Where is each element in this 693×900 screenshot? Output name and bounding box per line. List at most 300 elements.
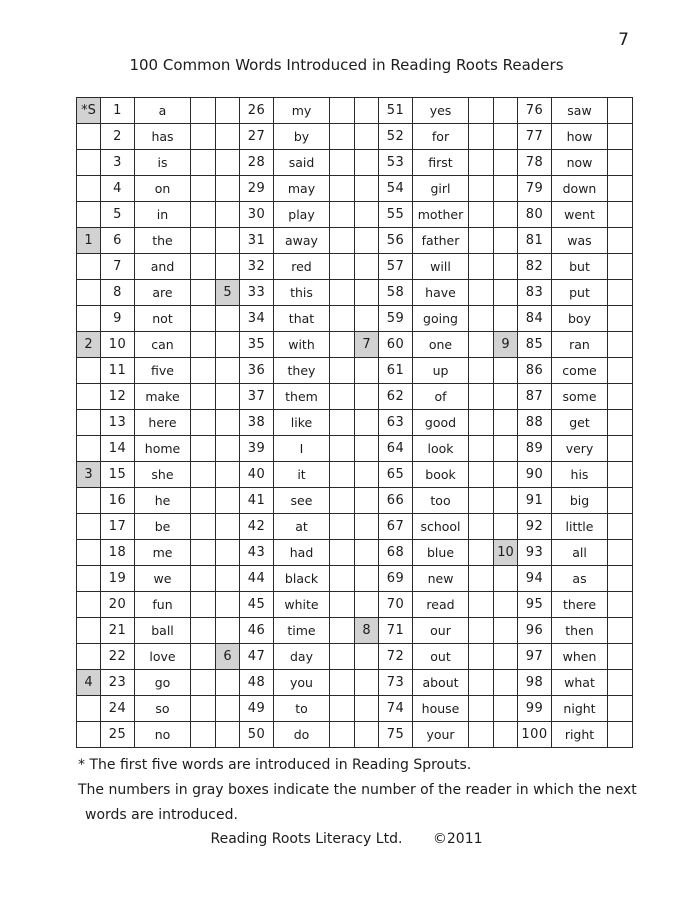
spacer-cell: [608, 150, 633, 176]
word-cell: here: [135, 410, 191, 436]
word-cell: go: [135, 670, 191, 696]
word-cell: what: [552, 670, 608, 696]
word-cell: his: [552, 462, 608, 488]
word-number-cell: 4: [101, 176, 135, 202]
word-cell: father: [413, 228, 469, 254]
word-number-cell: 55: [379, 202, 413, 228]
word-number-cell: 37: [240, 384, 274, 410]
reader-marker-cell: [216, 722, 240, 748]
word-cell: they: [274, 358, 330, 384]
reader-marker-cell: [77, 150, 101, 176]
word-cell: in: [135, 202, 191, 228]
spacer-cell: [608, 332, 633, 358]
reader-marker-cell: [77, 384, 101, 410]
reader-marker-cell: [77, 202, 101, 228]
word-cell: very: [552, 436, 608, 462]
spacer-cell: [330, 722, 355, 748]
word-number-cell: 98: [518, 670, 552, 696]
word-cell: our: [413, 618, 469, 644]
spacer-cell: [191, 696, 216, 722]
spacer-cell: [608, 488, 633, 514]
reader-marker-cell: [355, 514, 379, 540]
spacer-cell: [608, 566, 633, 592]
word-cell: going: [413, 306, 469, 332]
reader-marker-cell: [216, 670, 240, 696]
word-number-cell: 50: [240, 722, 274, 748]
publisher-name: Reading Roots Literacy Ltd.: [210, 831, 403, 847]
reader-marker-cell: 9: [494, 332, 518, 358]
word-number-cell: 36: [240, 358, 274, 384]
reader-marker-cell: 7: [355, 332, 379, 358]
reader-marker-cell: [216, 202, 240, 228]
word-number-cell: 14: [101, 436, 135, 462]
reader-marker-cell: 8: [355, 618, 379, 644]
spacer-cell: [330, 150, 355, 176]
spacer-cell: [330, 176, 355, 202]
reader-marker-cell: [355, 228, 379, 254]
reader-marker-cell: [216, 124, 240, 150]
word-cell: new: [413, 566, 469, 592]
word-cell: can: [135, 332, 191, 358]
word-cell: ran: [552, 332, 608, 358]
reader-marker-cell: [216, 254, 240, 280]
word-cell: will: [413, 254, 469, 280]
word-cell: at: [274, 514, 330, 540]
reader-marker-cell: [77, 306, 101, 332]
word-cell: white: [274, 592, 330, 618]
word-cell: she: [135, 462, 191, 488]
word-cell: had: [274, 540, 330, 566]
spacer-cell: [608, 176, 633, 202]
spacer-cell: [469, 358, 494, 384]
word-number-cell: 76: [518, 98, 552, 124]
spacer-cell: [191, 514, 216, 540]
reader-marker-cell: [77, 280, 101, 306]
word-cell: this: [274, 280, 330, 306]
reader-marker-cell: [355, 176, 379, 202]
reader-marker-cell: [77, 592, 101, 618]
word-number-cell: 47: [240, 644, 274, 670]
spacer-cell: [330, 358, 355, 384]
word-cell: do: [274, 722, 330, 748]
spacer-cell: [469, 150, 494, 176]
spacer-cell: [608, 228, 633, 254]
word-cell: home: [135, 436, 191, 462]
reader-marker-cell: 10: [494, 540, 518, 566]
spacer-cell: [469, 488, 494, 514]
reader-marker-cell: [494, 592, 518, 618]
word-cell: all: [552, 540, 608, 566]
spacer-cell: [330, 514, 355, 540]
reader-marker-cell: [355, 384, 379, 410]
reader-marker-cell: 1: [77, 228, 101, 254]
word-number-cell: 33: [240, 280, 274, 306]
word-cell: on: [135, 176, 191, 202]
word-number-cell: 100: [518, 722, 552, 748]
word-cell: may: [274, 176, 330, 202]
word-number-cell: 3: [101, 150, 135, 176]
word-cell: by: [274, 124, 330, 150]
word-number-cell: 30: [240, 202, 274, 228]
reader-marker-cell: [355, 462, 379, 488]
spacer-cell: [608, 592, 633, 618]
word-cell: is: [135, 150, 191, 176]
spacer-cell: [469, 540, 494, 566]
spacer-cell: [608, 618, 633, 644]
word-cell: you: [274, 670, 330, 696]
spacer-cell: [608, 696, 633, 722]
spacer-cell: [469, 306, 494, 332]
word-number-cell: 7: [101, 254, 135, 280]
spacer-cell: [469, 696, 494, 722]
word-number-cell: 93: [518, 540, 552, 566]
word-cell: he: [135, 488, 191, 514]
word-cell: love: [135, 644, 191, 670]
spacer-cell: [469, 670, 494, 696]
word-number-cell: 52: [379, 124, 413, 150]
word-cell: one: [413, 332, 469, 358]
reader-marker-cell: [77, 410, 101, 436]
word-number-cell: 40: [240, 462, 274, 488]
word-number-cell: 6: [101, 228, 135, 254]
word-cell: too: [413, 488, 469, 514]
reader-marker-cell: [494, 202, 518, 228]
word-cell: I: [274, 436, 330, 462]
word-cell: black: [274, 566, 330, 592]
page-title: 100 Common Words Introduced in Reading Roots Readers: [129, 56, 564, 74]
word-cell: mother: [413, 202, 469, 228]
reader-marker-cell: [216, 150, 240, 176]
spacer-cell: [330, 618, 355, 644]
word-cell: was: [552, 228, 608, 254]
spacer-cell: [469, 462, 494, 488]
spacer-cell: [191, 384, 216, 410]
word-number-cell: 99: [518, 696, 552, 722]
footnote-sprouts: * The first five words are introduced in Reading Sprouts.: [78, 757, 472, 773]
word-number-cell: 60: [379, 332, 413, 358]
word-cell: so: [135, 696, 191, 722]
reader-marker-cell: [494, 124, 518, 150]
spacer-cell: [330, 98, 355, 124]
reader-marker-cell: [494, 410, 518, 436]
word-number-cell: 42: [240, 514, 274, 540]
reader-marker-cell: [494, 358, 518, 384]
word-number-cell: 15: [101, 462, 135, 488]
word-number-cell: 64: [379, 436, 413, 462]
reader-marker-cell: 2: [77, 332, 101, 358]
word-cell: are: [135, 280, 191, 306]
reader-marker-cell: [494, 306, 518, 332]
reader-marker-cell: [494, 228, 518, 254]
spacer-cell: [469, 176, 494, 202]
word-cell: the: [135, 228, 191, 254]
word-number-cell: 34: [240, 306, 274, 332]
credits-line: [0, 831, 693, 847]
reader-marker-cell: [216, 228, 240, 254]
spacer-cell: [608, 514, 633, 540]
word-cell: your: [413, 722, 469, 748]
spacer-cell: [191, 540, 216, 566]
reader-marker-cell: [216, 462, 240, 488]
reader-marker-cell: [216, 384, 240, 410]
word-number-cell: 9: [101, 306, 135, 332]
word-cell: good: [413, 410, 469, 436]
reader-marker-cell: [355, 488, 379, 514]
word-number-cell: 74: [379, 696, 413, 722]
word-cell: big: [552, 488, 608, 514]
word-number-cell: 78: [518, 150, 552, 176]
word-cell: blue: [413, 540, 469, 566]
word-number-cell: 41: [240, 488, 274, 514]
spacer-cell: [469, 410, 494, 436]
word-number-cell: 65: [379, 462, 413, 488]
spacer-cell: [608, 98, 633, 124]
word-number-cell: 29: [240, 176, 274, 202]
spacer-cell: [191, 436, 216, 462]
word-number-cell: 51: [379, 98, 413, 124]
spacer-cell: [608, 124, 633, 150]
reader-marker-cell: [355, 696, 379, 722]
word-number-cell: 22: [101, 644, 135, 670]
word-cell: to: [274, 696, 330, 722]
word-cell: book: [413, 462, 469, 488]
spacer-cell: [191, 488, 216, 514]
word-cell: of: [413, 384, 469, 410]
spacer-cell: [469, 514, 494, 540]
spacer-cell: [330, 124, 355, 150]
spacer-cell: [330, 644, 355, 670]
spacer-cell: [330, 254, 355, 280]
word-number-cell: 87: [518, 384, 552, 410]
word-cell: girl: [413, 176, 469, 202]
word-number-cell: 91: [518, 488, 552, 514]
spacer-cell: [191, 722, 216, 748]
reader-marker-cell: 6: [216, 644, 240, 670]
word-number-cell: 8: [101, 280, 135, 306]
word-number-cell: 82: [518, 254, 552, 280]
reader-marker-cell: [77, 644, 101, 670]
word-table: [76, 97, 633, 748]
word-number-cell: 46: [240, 618, 274, 644]
word-cell: five: [135, 358, 191, 384]
word-cell: look: [413, 436, 469, 462]
reader-marker-cell: [77, 514, 101, 540]
word-cell: about: [413, 670, 469, 696]
word-number-cell: 63: [379, 410, 413, 436]
reader-marker-cell: [494, 566, 518, 592]
spacer-cell: [330, 202, 355, 228]
reader-marker-cell: [216, 358, 240, 384]
word-cell: be: [135, 514, 191, 540]
word-number-cell: 27: [240, 124, 274, 150]
reader-marker-cell: [355, 592, 379, 618]
word-number-cell: 48: [240, 670, 274, 696]
spacer-cell: [191, 306, 216, 332]
spacer-cell: [608, 254, 633, 280]
word-number-cell: 61: [379, 358, 413, 384]
word-cell: down: [552, 176, 608, 202]
word-number-cell: 5: [101, 202, 135, 228]
spacer-cell: [191, 280, 216, 306]
word-cell: said: [274, 150, 330, 176]
word-number-cell: 2: [101, 124, 135, 150]
spacer-cell: [191, 124, 216, 150]
word-number-cell: 13: [101, 410, 135, 436]
reader-marker-cell: [355, 202, 379, 228]
word-number-cell: 81: [518, 228, 552, 254]
word-number-cell: 90: [518, 462, 552, 488]
word-cell: my: [274, 98, 330, 124]
spacer-cell: [469, 202, 494, 228]
spacer-cell: [330, 696, 355, 722]
reader-marker-cell: [216, 436, 240, 462]
word-number-cell: 95: [518, 592, 552, 618]
spacer-cell: [191, 150, 216, 176]
footnote-gray-boxes: The numbers in gray boxes indicate the number of the reader in which the next: [78, 782, 637, 798]
reader-marker-cell: [77, 540, 101, 566]
spacer-cell: [469, 722, 494, 748]
footnotes: [78, 753, 658, 828]
word-number-cell: 24: [101, 696, 135, 722]
reader-marker-cell: [355, 124, 379, 150]
word-number-cell: 43: [240, 540, 274, 566]
word-cell: red: [274, 254, 330, 280]
word-cell: there: [552, 592, 608, 618]
word-number-cell: 77: [518, 124, 552, 150]
word-cell: went: [552, 202, 608, 228]
spacer-cell: [191, 462, 216, 488]
reader-marker-cell: [355, 98, 379, 124]
word-cell: boy: [552, 306, 608, 332]
word-cell: right: [552, 722, 608, 748]
reader-marker-cell: [355, 540, 379, 566]
word-cell: school: [413, 514, 469, 540]
spacer-cell: [330, 462, 355, 488]
word-number-cell: 97: [518, 644, 552, 670]
spacer-cell: [330, 332, 355, 358]
copyright-notice: ©2011: [432, 831, 483, 847]
spacer-cell: [469, 228, 494, 254]
spacer-cell: [608, 410, 633, 436]
word-number-cell: 53: [379, 150, 413, 176]
word-number-cell: 18: [101, 540, 135, 566]
reader-marker-cell: [494, 384, 518, 410]
spacer-cell: [608, 384, 633, 410]
spacer-cell: [191, 592, 216, 618]
reader-marker-cell: [77, 618, 101, 644]
reader-marker-cell: [355, 566, 379, 592]
reader-marker-cell: [77, 696, 101, 722]
word-number-cell: 56: [379, 228, 413, 254]
word-cell: saw: [552, 98, 608, 124]
reader-marker-cell: [494, 280, 518, 306]
reader-marker-cell: [355, 722, 379, 748]
word-cell: have: [413, 280, 469, 306]
reader-marker-cell: [355, 410, 379, 436]
word-cell: for: [413, 124, 469, 150]
reader-marker-cell: [77, 124, 101, 150]
spacer-cell: [191, 202, 216, 228]
word-cell: now: [552, 150, 608, 176]
spacer-cell: [608, 722, 633, 748]
reader-marker-cell: [216, 410, 240, 436]
word-number-cell: 83: [518, 280, 552, 306]
word-number-cell: 26: [240, 98, 274, 124]
spacer-cell: [608, 644, 633, 670]
word-cell: as: [552, 566, 608, 592]
word-number-cell: 54: [379, 176, 413, 202]
reader-marker-cell: [216, 332, 240, 358]
spacer-cell: [191, 98, 216, 124]
spacer-cell: [191, 644, 216, 670]
spacer-cell: [191, 670, 216, 696]
reader-marker-cell: [77, 488, 101, 514]
reader-marker-cell: [494, 254, 518, 280]
word-number-cell: 44: [240, 566, 274, 592]
word-number-cell: 31: [240, 228, 274, 254]
spacer-cell: [191, 410, 216, 436]
word-cell: we: [135, 566, 191, 592]
spacer-cell: [330, 488, 355, 514]
word-number-cell: 45: [240, 592, 274, 618]
reader-marker-cell: [494, 514, 518, 540]
word-cell: day: [274, 644, 330, 670]
word-cell: it: [274, 462, 330, 488]
word-number-cell: 49: [240, 696, 274, 722]
reader-marker-cell: [216, 592, 240, 618]
spacer-cell: [469, 618, 494, 644]
spacer-cell: [469, 280, 494, 306]
reader-marker-cell: [355, 644, 379, 670]
word-cell: has: [135, 124, 191, 150]
word-cell: ball: [135, 618, 191, 644]
spacer-cell: [608, 670, 633, 696]
reader-marker-cell: [355, 358, 379, 384]
reader-marker-cell: [216, 514, 240, 540]
reader-marker-cell: [355, 670, 379, 696]
word-number-cell: 80: [518, 202, 552, 228]
word-number-cell: 68: [379, 540, 413, 566]
reader-marker-cell: [77, 254, 101, 280]
reader-marker-cell: *S: [77, 98, 101, 124]
spacer-cell: [608, 306, 633, 332]
reader-marker-cell: [494, 488, 518, 514]
spacer-cell: [469, 98, 494, 124]
word-number-cell: 71: [379, 618, 413, 644]
word-number-cell: 10: [101, 332, 135, 358]
word-cell: house: [413, 696, 469, 722]
spacer-cell: [469, 592, 494, 618]
word-cell: me: [135, 540, 191, 566]
word-number-cell: 70: [379, 592, 413, 618]
page-number: 7: [618, 30, 629, 50]
word-cell: out: [413, 644, 469, 670]
word-cell: that: [274, 306, 330, 332]
word-cell: away: [274, 228, 330, 254]
word-cell: time: [274, 618, 330, 644]
word-cell: come: [552, 358, 608, 384]
spacer-cell: [330, 410, 355, 436]
spacer-cell: [330, 540, 355, 566]
word-cell: first: [413, 150, 469, 176]
spacer-cell: [330, 384, 355, 410]
spacer-cell: [330, 306, 355, 332]
reader-marker-cell: 4: [77, 670, 101, 696]
reader-marker-cell: [494, 644, 518, 670]
reader-marker-cell: [216, 176, 240, 202]
word-number-cell: 19: [101, 566, 135, 592]
reader-marker-cell: [494, 176, 518, 202]
